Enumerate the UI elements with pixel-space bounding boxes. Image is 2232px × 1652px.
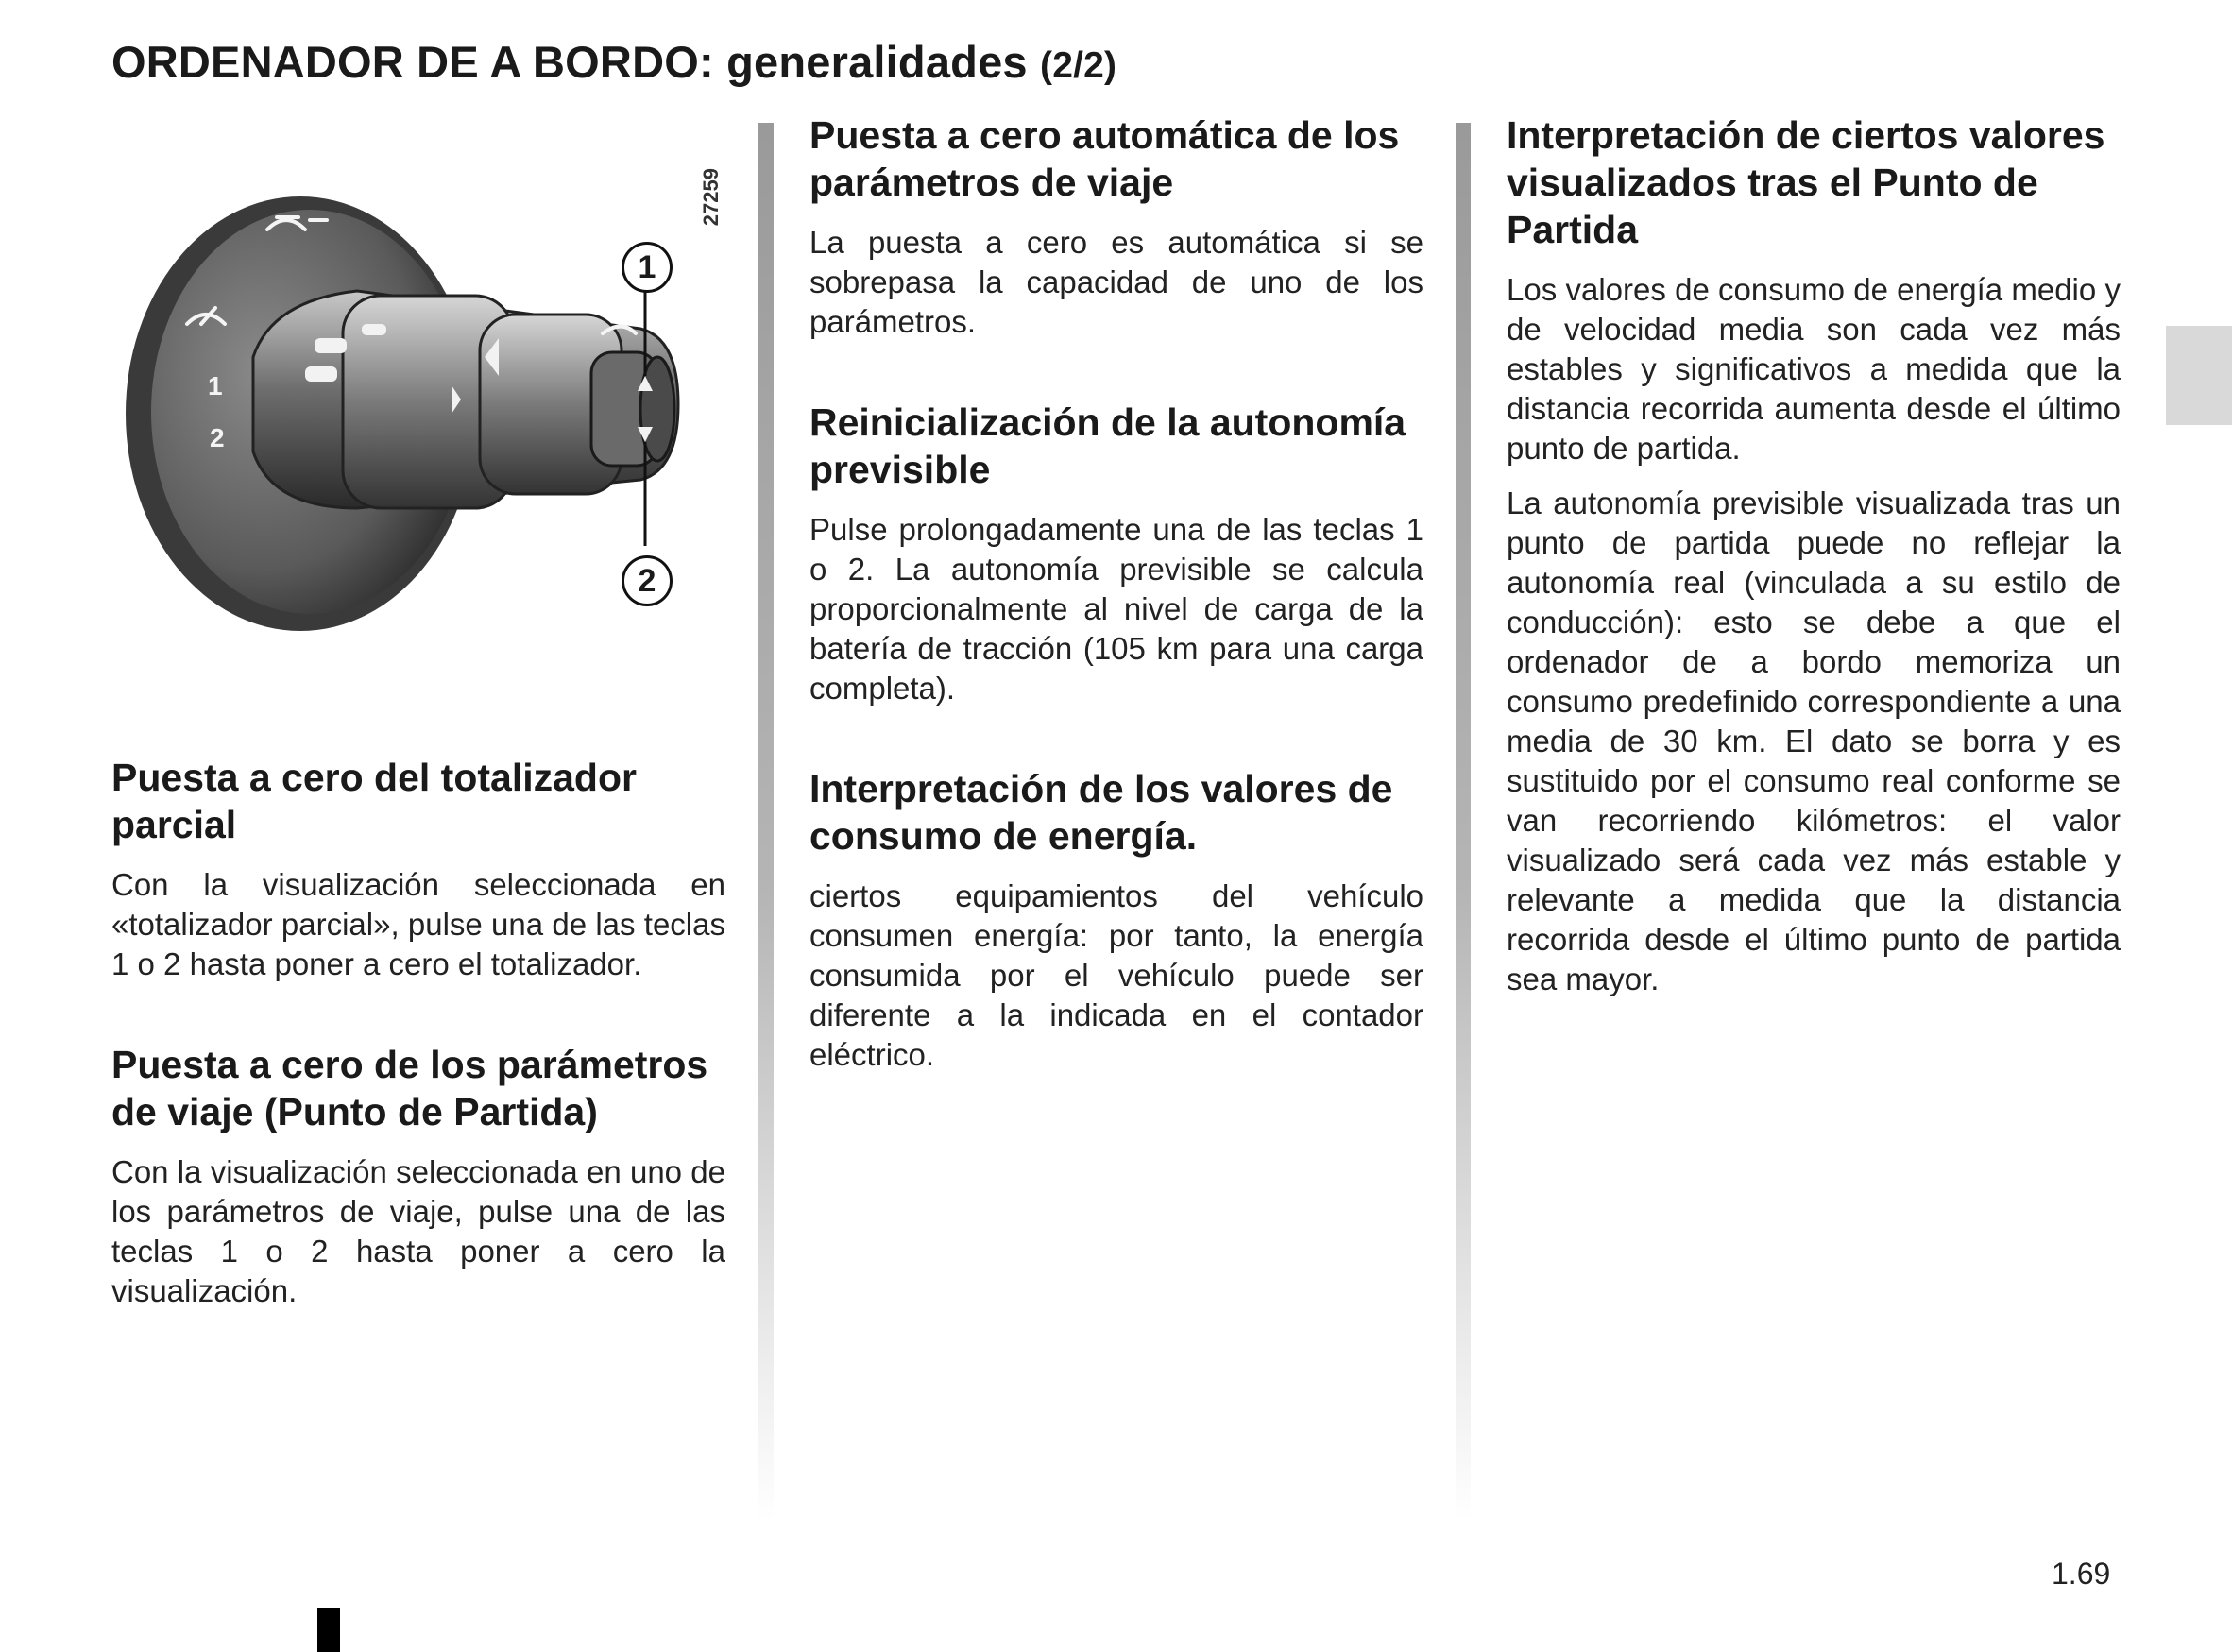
footer-mark: [317, 1608, 340, 1652]
section-heading: Puesta a cero de los parámetros de viaje (Punto de Partida): [111, 1043, 708, 1133]
section-heading: Puesta a cero del totalizador parcial: [111, 756, 637, 846]
column-divider-2: [1456, 123, 1471, 1521]
section-auto-reset: [809, 111, 1423, 342]
section-reset-trip-parameters: [111, 1041, 725, 1311]
lever-label-1: 1: [208, 371, 223, 400]
column-1: [111, 111, 725, 1326]
section-interpretation-after-start: [1507, 111, 2121, 999]
section-body: ciertos equipamientos del vehículo consumen energía: por tanto, la energía consumida por el vehículo puede ser diferente a la indicada en el contador eléctrico.: [809, 878, 1423, 1072]
column-divider-1: [758, 123, 774, 1521]
page-number: 1.69: [2052, 1557, 2111, 1591]
tick-mark: [362, 324, 386, 335]
figure-code: 27259: [699, 168, 723, 227]
section-reset-trip-meter: [111, 754, 725, 984]
section-body: Pulse prolongadamente una de las teclas 1 o 2. La autonomía previsible se calcula proporcionalmente al nivel de carga de la batería de tracción (105 km para una carga completa).: [809, 512, 1423, 706]
section-body: Con la visualización seleccionada en «totalizador parcial», pulse una de las teclas 1 o 2 hasta poner a cero el totalizador.: [111, 867, 725, 981]
wiper-stalk-illustration: [111, 111, 725, 640]
tick-mark: [315, 338, 347, 353]
column-3: [1507, 111, 2121, 1014]
page-title: [111, 36, 1116, 88]
section-tab-marker: [2166, 326, 2232, 425]
column-2: [809, 111, 1423, 1090]
section-heading: Interpretación de los valores de consumo de energía.: [809, 767, 1393, 858]
tick-mark: [305, 366, 337, 382]
section-heading: Interpretación de ciertos valores visualizados tras el Punto de Partida: [1507, 113, 2105, 251]
callout-2: 2: [622, 555, 673, 606]
section-paragraph: La autonomía previsible visualizada tras un punto de partida puede no reflejar la autonomía real (vinculada a su estilo de conducción): esto se debe a que el ordenador de a bordo memoriza un consumo predefinido correspondiente a una media de 30 km. El dato se borra y es sustituido por el consumo real conforme se van recorriendo kilómetros: el valor visualizado será cada vez más estable y relevante a medida que la distancia recorrida desde el último punto de partida sea mayor.: [1507, 485, 2121, 996]
section-heading: Puesta a cero automática de los parámetros de viaje: [809, 113, 1400, 204]
section-body: Con la visualización seleccionada en uno de los parámetros de viaje, pulse una de las teclas 1 o 2 hasta poner a cero la visualización.: [111, 1154, 725, 1308]
section-heading: Reinicialización de la autonomía previsible: [809, 400, 1406, 491]
section-range-reset: [809, 399, 1423, 708]
section-energy-consumption: [809, 765, 1423, 1075]
page-title-suffix: (2/2): [1040, 45, 1117, 86]
page-title-main: ORDENADOR DE A BORDO: generalidades: [111, 37, 1028, 87]
lever-label-2: 2: [210, 423, 225, 452]
callout-1: 1: [622, 242, 673, 293]
section-paragraph: Los valores de consumo de energía medio y de velocidad media son cada vez más estables y significativos a medida que la distancia recorrida aumenta desde el último punto de partida.: [1507, 272, 2121, 466]
section-body: La puesta a cero es automática si se sobrepasa la capacidad de uno de los parámetros.: [809, 225, 1423, 339]
